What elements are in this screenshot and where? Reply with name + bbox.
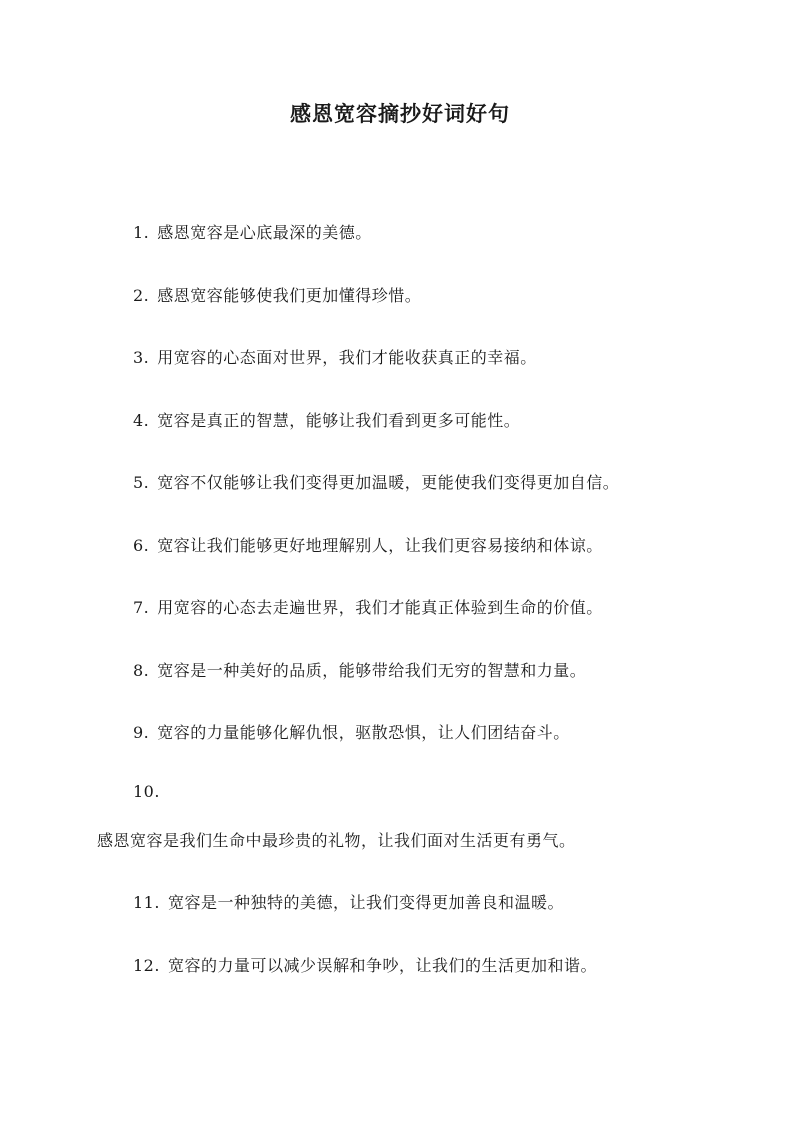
list-item	[133, 890, 564, 913]
item-number: 4.	[133, 411, 150, 430]
list-item-number: 10.	[133, 782, 160, 801]
item-text: 用宽容的心态去走遍世界，我们才能真正体验到生命的价值。	[157, 598, 603, 617]
item-number: 1.	[133, 223, 150, 242]
list-item	[133, 720, 570, 743]
list-item	[133, 595, 603, 618]
item-number: 9.	[133, 723, 150, 742]
item-number: 12.	[133, 956, 160, 975]
list-item	[133, 470, 619, 493]
list-item	[133, 408, 520, 431]
list-item	[133, 345, 537, 368]
item-number: 6.	[133, 536, 150, 555]
item-number: 11.	[133, 893, 160, 912]
item-text: 宽容不仅能够让我们变得更加温暖，更能使我们变得更加自信。	[157, 473, 620, 492]
list-item	[133, 220, 372, 243]
item-text: 宽容是真正的智慧，能够让我们看到更多可能性。	[157, 411, 521, 430]
item-text: 宽容让我们能够更好地理解别人，让我们更容易接纳和体谅。	[157, 536, 603, 555]
item-number: 8.	[133, 661, 150, 680]
item-text: 用宽容的心态面对世界，我们才能收获真正的幸福。	[157, 348, 537, 367]
item-text: 宽容的力量可以减少误解和争吵，让我们的生活更加和谐。	[167, 956, 597, 975]
list-item	[133, 283, 421, 306]
item-number: 3.	[133, 348, 150, 367]
item-text: 宽容是一种美好的品质，能够带给我们无穷的智慧和力量。	[157, 661, 587, 680]
list-item	[133, 953, 597, 976]
item-number: 2.	[133, 286, 150, 305]
item-text: 宽容的力量能够化解仇恨，驱散恐惧，让人们团结奋斗。	[157, 723, 570, 742]
list-item	[133, 533, 603, 556]
item-number: 5.	[133, 473, 150, 492]
item-text: 感恩宽容能够使我们更加懂得珍惜。	[157, 286, 422, 305]
item-text: 感恩宽容是心底最深的美德。	[157, 223, 372, 242]
item-text: 宽容是一种独特的美德，让我们变得更加善良和温暖。	[167, 893, 564, 912]
page-title: 感恩宽容摘抄好词好句	[290, 101, 510, 126]
list-item-text: 感恩宽容是我们生命中最珍贵的礼物，让我们面对生活更有勇气。	[97, 831, 576, 850]
item-number: 7.	[133, 598, 150, 617]
list-item	[133, 658, 586, 681]
